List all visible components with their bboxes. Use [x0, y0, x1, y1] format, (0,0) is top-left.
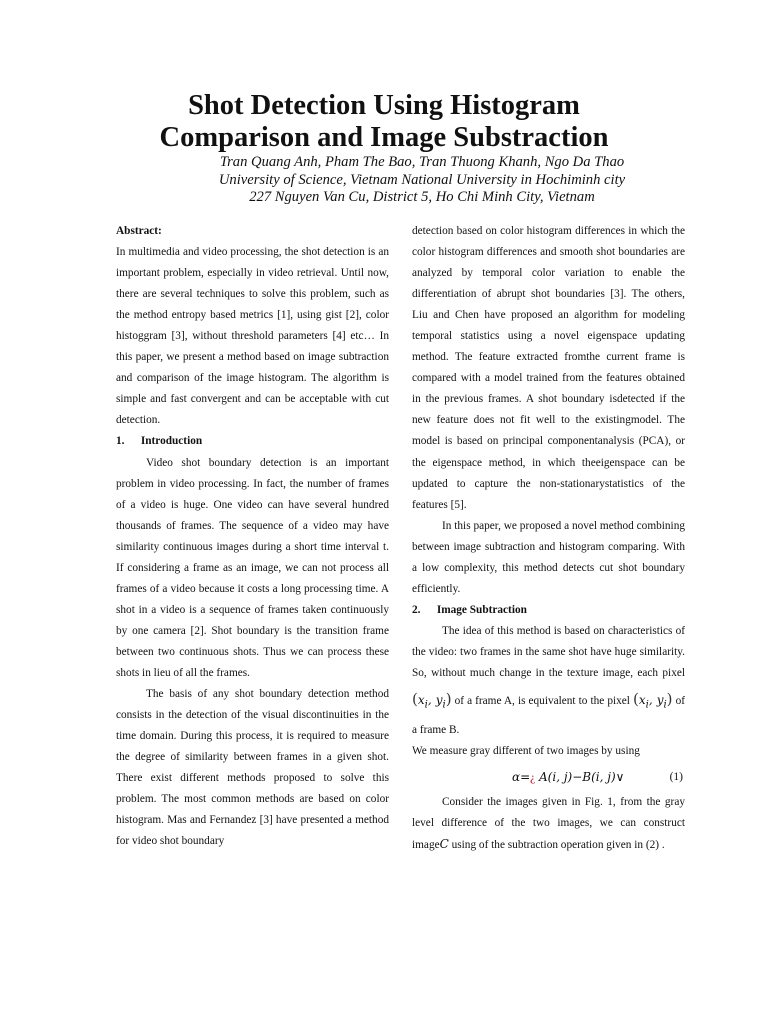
intro-paragraph-1: Video shot boundary detection is an important problem in video processing. In fact, the number of frames of a video is huge. One video can have several hundred thousands of frames. The sequence of a video may have similarity continuous images during a short time interval t. If considering a frame as an image, we can not process all frames of a video because it costs a long processing time. A shot in a video is a sequence of frames taken continuously by one camera [2]. Shot boundary is the transition frame between two continuous shots. Thus we can process these shots in lieu of all the frames. [116, 456, 389, 679]
pixel-formula-b: ($x_i$, $y_i$) [632, 690, 673, 711]
author-names: Tran Quang Anh, Pham The Bao, Tran Thuong Khanh, Ngo Da Thao [219, 154, 625, 170]
consider-paragraph [412, 792, 685, 856]
section-2-heading [412, 600, 685, 621]
pixel-b-xsub: i [645, 699, 649, 711]
consider-text-start: Consider the images given in Fig. 1, from the gray level difference of the two images, we can construct image [412, 795, 685, 851]
right-column [412, 221, 685, 856]
equation-1 [412, 763, 685, 792]
section-2-number: 2. [412, 603, 421, 616]
title-line-2: Comparison and Image Substraction [159, 122, 609, 153]
section-1-number: 1. [116, 435, 125, 448]
idea-paragraph [412, 621, 685, 742]
eq-glyph: ¿ [530, 771, 536, 784]
section-1-title: Introduction [140, 435, 203, 448]
section-2-title: Image Subtraction [436, 603, 527, 616]
left-column [116, 221, 389, 852]
address: 227 Nguyen Van Cu, District 5, Ho Chi Minh City, Vietnam [249, 189, 595, 205]
intro-paragraph-2: The basis of any shot boundary detection method consists in the detection of the visual discontinuities in the time domain. During this process, it is required to measure the degree of similarity between frames in a given shot. There exist different methods proposed to solve this problem. The most common methods are based on color histogram. Mas and Fernandez [3] have presented a method for video shot boundary [116, 688, 389, 848]
affiliation: University of Science, Vietnam National University in Hochiminh city [218, 171, 626, 188]
author-block [0, 154, 768, 207]
pixel-b-x: x [638, 693, 646, 708]
image-c-symbol: C [439, 836, 449, 851]
pixel-a-sub: i [442, 699, 446, 711]
idea-text-start: The idea of this method is based on characteristics of the video: two frames in the same shot have huge similarity. So, without much change in the texture image, each pixel [412, 624, 685, 679]
continued-paragraph: detection based on color histogram differences in which the color histogram differences and smooth shot boundaries are analyzed by temporal color variation to enable the differentiation of abrupt shot boundaries [3]. The others, Liu and Chen have proposed an algorithm for modeling temporal statistics using a novel eigenspace updating method. The feature extracted fromthe current frame is compared with a model trained from the features obtained in the previous frames. A shot boundary isdetected if the new feature does not fit well to the existingmodel. The model is based on principal componentanalysis (PCA), or the eigenspace method, in which theeigenspace can be updated to capture the non-stationarystatistics of the features [5]. [412, 225, 685, 511]
abstract-heading: Abstract: [116, 225, 162, 237]
pixel-b-ysub: i [663, 699, 667, 711]
eq-bar: ∨ [615, 769, 625, 784]
consider-text-end: using of the subtraction operation given in (2) . [451, 838, 665, 851]
equation-number: (1) [669, 770, 683, 783]
eq-alpha: α= [512, 769, 531, 784]
measure-line: We measure gray different of two images by using [412, 745, 640, 758]
pixel-formula-a: ($x_i$, $y_i$) [412, 690, 452, 711]
section-1-heading [116, 431, 389, 452]
idea-text-mid: of a frame A, is equivalent to the pixel [454, 695, 630, 708]
idea-text-end: of a frame B. [412, 695, 686, 737]
pixel-b-y: y [656, 693, 664, 708]
title-line-1: Shot Detection Using Histogram [188, 90, 580, 121]
proposal-paragraph: In this paper, we proposed a novel method combining between image subtraction and histogram comparing. With a low complexity, this method detects cut shot boundary efficiently. [412, 519, 685, 595]
eq-body: A(i, j)−B(i, j) [535, 769, 616, 784]
paper-title [0, 90, 768, 154]
abstract-text: In multimedia and video processing, the shot detection is an important problem, especially in video retrieval. Until now, there are several techniques to solve this problem, such as the method entropy based metrics [1], using gist [2], color histoggram [3], without threshold parameters [4] etc… In this paper, we present a method based on image subtraction and comparison of the image histogram. The algorithm is simple and fast convergent and can be acceptable with cut detection. [116, 246, 389, 427]
